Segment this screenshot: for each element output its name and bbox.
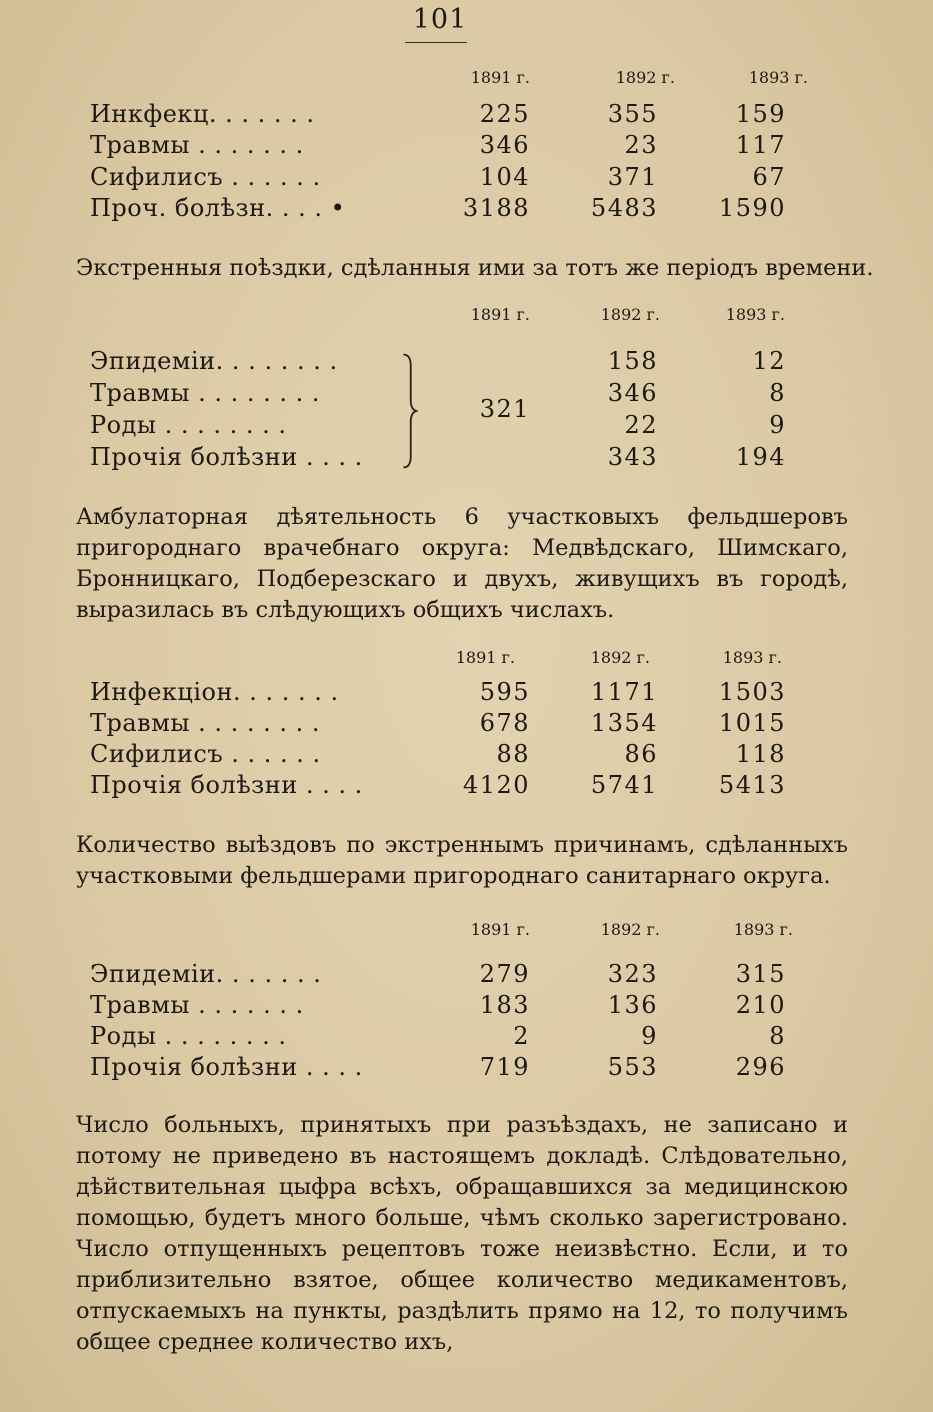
cell-1893: 1015 <box>718 709 786 737</box>
table-row <box>0 1053 933 1084</box>
cell-1893: 296 <box>735 1053 786 1081</box>
cell-1893: 1590 <box>718 194 786 222</box>
cell-1893: 5413 <box>718 771 786 799</box>
row-label: Травмы . . . . . . . <box>90 991 304 1019</box>
year-header: 1891 г. <box>470 305 530 324</box>
row-label: Роды . . . . . . . . <box>90 1022 287 1050</box>
curly-brace-icon <box>398 347 418 475</box>
table-row <box>0 443 933 474</box>
cell-1891: 3188 <box>462 194 530 222</box>
cell-1892: 1354 <box>590 709 658 737</box>
table-row <box>0 740 933 771</box>
year-header: 1892 г. <box>600 305 660 324</box>
year-header: 1891 г. <box>455 648 515 667</box>
cell-1891: 4120 <box>462 771 530 799</box>
merged-cell-1891: 321 <box>479 395 530 423</box>
table-row <box>0 1022 933 1053</box>
row-label: Прочія болѣзни . . . . <box>90 771 363 799</box>
cell-1893: 8 <box>769 379 786 407</box>
cell-1893: 194 <box>735 443 786 471</box>
cell-1892: 343 <box>607 443 658 471</box>
cell-1892: 23 <box>624 131 658 159</box>
cell-1892: 86 <box>624 740 658 768</box>
cell-1891: 183 <box>479 991 530 1019</box>
year-header: 1893 г. <box>725 305 785 324</box>
row-label: Эпидеміи. . . . . . . . <box>90 347 338 375</box>
row-label: Роды . . . . . . . . <box>90 411 287 439</box>
cell-1892: 323 <box>607 960 658 988</box>
cell-1893: 1503 <box>718 678 786 706</box>
cell-1891: 719 <box>479 1053 530 1081</box>
table-row <box>0 991 933 1022</box>
cell-1893: 159 <box>735 100 786 128</box>
year-header: 1893 г. <box>733 920 793 939</box>
cell-1892: 355 <box>607 100 658 128</box>
cell-1891: 104 <box>479 163 530 191</box>
cell-1893: 118 <box>735 740 786 768</box>
cell-1891: 279 <box>479 960 530 988</box>
row-label: Инфекціон. . . . . . . <box>90 678 339 706</box>
cell-1892: 22 <box>624 411 658 439</box>
row-label: Травмы . . . . . . . <box>90 131 304 159</box>
cell-1892: 136 <box>607 991 658 1019</box>
page-number: 101 <box>412 4 468 35</box>
cell-1893: 210 <box>735 991 786 1019</box>
year-header: 1892 г. <box>600 920 660 939</box>
cell-1892: 9 <box>641 1022 658 1050</box>
table-row <box>0 100 933 131</box>
year-header: 1892 г. <box>590 648 650 667</box>
row-label: Сифилисъ . . . . . . <box>90 740 321 768</box>
cell-1893: 9 <box>769 411 786 439</box>
table-row <box>0 194 933 225</box>
cell-1892: 5483 <box>590 194 658 222</box>
cell-1891: 595 <box>479 678 530 706</box>
row-label: Инкфекц. . . . . . . <box>90 100 315 128</box>
row-label: Травмы . . . . . . . . <box>90 709 321 737</box>
paragraph: Число больныхъ, принятыхъ при разъѣздахъ, не записано и потому не приведено въ настоящемъ докладѣ. Слѣдовательно, дѣйствительная цыфра всѣхъ, обращавшихся за медицинскою помощью, будетъ много больше, чѣмъ сколько зарегистровано. Число отпущенныхъ рецептовъ тоже неизвѣстно. Если, и то приблизительно взятое, общее количество медикаментовъ, отпускаемыхъ на пункты, раздѣлить прямо на 12, то получимъ общее среднее количество ихъ, <box>76 1112 848 1355</box>
year-header: 1893 г. <box>722 648 782 667</box>
cell-1893: 8 <box>769 1022 786 1050</box>
cell-1892: 346 <box>607 379 658 407</box>
page-number-rule <box>405 42 467 43</box>
cell-1893: 12 <box>752 347 786 375</box>
table-row <box>0 678 933 709</box>
year-header: 1891 г. <box>470 920 530 939</box>
table-row <box>0 347 933 378</box>
table-row <box>0 771 933 802</box>
year-header: 1893 г. <box>748 68 808 87</box>
year-header: 1891 г. <box>470 68 530 87</box>
section-heading: Экстренныя поѣздки, сдѣланныя ими за тотъ же періодъ времени. <box>76 255 874 281</box>
row-label: Травмы . . . . . . . . <box>90 379 321 407</box>
row-label: Эпидеміи. . . . . . . <box>90 960 322 988</box>
cell-1892: 371 <box>607 163 658 191</box>
cell-1892: 553 <box>607 1053 658 1081</box>
year-header: 1892 г. <box>615 68 675 87</box>
cell-1893: 117 <box>735 131 786 159</box>
cell-1892: 1171 <box>590 678 658 706</box>
row-label: Прочія болѣзни . . . . <box>90 1053 363 1081</box>
cell-1891: 88 <box>496 740 530 768</box>
table-row <box>0 163 933 194</box>
row-label: Сифилисъ . . . . . . <box>90 163 321 191</box>
cell-1891: 2 <box>513 1022 530 1050</box>
table-row <box>0 131 933 162</box>
paragraph: Количество выѣздовъ по экстреннымъ причинамъ, сдѣланныхъ участковыми фельдшерами пригороднаго санитарнаго округа. <box>76 832 848 889</box>
cell-1892: 5741 <box>590 771 658 799</box>
row-label: Проч. болѣзн. . . . • <box>90 194 346 222</box>
row-label: Прочія болѣзни . . . . <box>90 443 363 471</box>
paragraph: Амбулаторная дѣятельность 6 участковыхъ фельдшеровъ пригороднаго врачебнаго округа: Медвѣдскаго, Шимскаго, Бронницкаго, Подберезскаго и двухъ, живущихъ въ городѣ, выразилась въ слѣдующихъ общихъ числахъ. <box>76 504 848 623</box>
cell-1891: 678 <box>479 709 530 737</box>
cell-1893: 67 <box>752 163 786 191</box>
table-row <box>0 960 933 991</box>
cell-1892: 158 <box>607 347 658 375</box>
cell-1893: 315 <box>735 960 786 988</box>
cell-1891: 225 <box>479 100 530 128</box>
table-row <box>0 709 933 740</box>
cell-1891: 346 <box>479 131 530 159</box>
